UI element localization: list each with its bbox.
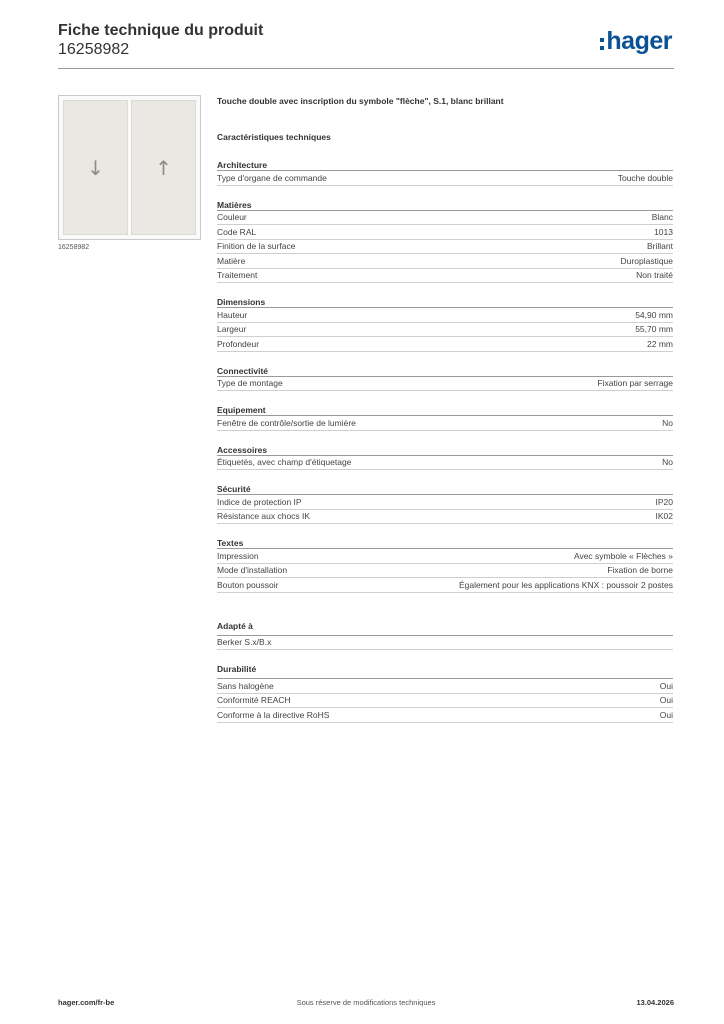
product-title: Touche double avec inscription du symbole "flèche", S.1, blanc brillant [217, 96, 504, 106]
spec-value: Non traité [636, 270, 673, 281]
spec-section [217, 296, 673, 352]
section-title: Adapté à [217, 620, 673, 636]
section-title: Connectivité [217, 365, 673, 377]
spec-label: Type d'organe de commande [217, 172, 327, 183]
hager-logo [600, 28, 672, 54]
spec-label: Mode d'installation [217, 565, 288, 576]
spec-label: Sans halogène [217, 680, 274, 691]
spec-label: Traitement [217, 270, 258, 281]
section-title: Matières [217, 199, 673, 211]
spec-row [217, 377, 673, 392]
spec-row [217, 323, 673, 338]
spec-row [217, 694, 673, 709]
product-image [58, 95, 201, 240]
spec-row [217, 578, 673, 593]
spec-value: Fixation par serrage [597, 378, 673, 389]
spec-value: No [662, 457, 673, 468]
rocker-left [63, 100, 128, 235]
spec-value: Avec symbole « Flèches » [573, 550, 673, 561]
spec-value: 22 mm [647, 338, 673, 349]
spec-row [217, 549, 673, 564]
arrow-up-icon: ↑ [155, 155, 172, 180]
page-header [58, 22, 674, 70]
product-number: 16258982 [58, 41, 130, 58]
spec-value: Également pour les applications KNX : poussoir 2 postes [458, 579, 673, 590]
logo-dots-icon [600, 38, 604, 50]
spec-row [217, 456, 673, 471]
spec-row [217, 308, 673, 323]
spec-row [217, 708, 673, 723]
arrow-down-icon: ↓ [87, 155, 104, 180]
spec-content [217, 96, 673, 723]
spec-label: Type de montage [217, 378, 283, 389]
spec-value: Blanc [651, 212, 673, 223]
header-divider [58, 68, 674, 69]
spec-label: Conformité REACH [217, 695, 291, 706]
spec-value: Oui [659, 695, 673, 706]
spec-label: Couleur [217, 212, 247, 223]
spec-row [217, 171, 673, 186]
spec-value: Fixation de borne [607, 565, 673, 576]
spec-row [217, 679, 673, 694]
spec-value: Oui [659, 709, 673, 720]
spec-row [217, 636, 673, 651]
spec-row [217, 510, 673, 525]
footer-date: 13.04.2026 [636, 998, 674, 1007]
spec-label: Indice de protection IP [217, 496, 302, 507]
spec-value: Oui [659, 680, 673, 691]
logo-text: hager [606, 27, 672, 55]
section-title: Dimensions [217, 296, 673, 308]
spec-row [217, 416, 673, 431]
spec-label: Étiquetés, avec champ d'étiquetage [217, 457, 352, 468]
spec-row [217, 495, 673, 510]
spec-value: IK02 [655, 511, 673, 522]
spec-label: Matière [217, 255, 246, 266]
spec-value: 55,70 mm [635, 324, 673, 335]
spec-value: Duroplastique [620, 255, 673, 266]
section-title: Durabilité [217, 663, 673, 679]
footer-notice: Sous réserve de modifications techniques [296, 998, 436, 1007]
spec-value: 54,90 mm [635, 309, 673, 320]
spec-value: No [662, 417, 673, 428]
spec-value: Brillant [647, 241, 673, 252]
spec-label: Bouton poussoir [217, 579, 279, 590]
spec-section [217, 444, 673, 471]
footer-website: hager.com/fr-be [58, 998, 115, 1007]
spec-section [217, 663, 673, 723]
spec-value: IP20 [655, 496, 673, 507]
spec-section [217, 199, 673, 284]
spec-section [217, 159, 673, 186]
spec-row [217, 337, 673, 352]
spec-section [217, 365, 673, 392]
document-title: Fiche technique du produit [58, 22, 264, 39]
section-title: Accessoires [217, 444, 673, 456]
spec-section [217, 537, 673, 593]
section-title: Architecture [217, 159, 673, 171]
page-footer [58, 998, 674, 1010]
spec-section [217, 483, 673, 524]
spec-row [217, 225, 673, 240]
section-title: Sécurité [217, 483, 673, 495]
spec-row [217, 211, 673, 226]
spec-label: Fenêtre de contrôle/sortie de lumière [217, 417, 356, 428]
rocker-right [131, 100, 196, 235]
spec-section [217, 620, 673, 651]
spec-value: 1013 [654, 226, 673, 237]
spec-label: Profondeur [217, 338, 260, 349]
spec-row [217, 269, 673, 284]
section-title: Textes [217, 537, 673, 549]
spec-value: Touche double [617, 172, 673, 183]
spec-label: Finition de la surface [217, 241, 296, 252]
spec-label: Hauteur [217, 309, 248, 320]
image-caption: 16258982 [58, 244, 90, 251]
spec-row [217, 564, 673, 579]
spec-row [217, 254, 673, 269]
spec-label: Code RAL [217, 226, 257, 237]
spec-row [217, 240, 673, 255]
spec-label: Résistance aux chocs IK [217, 511, 311, 522]
section-title: Equipement [217, 404, 673, 416]
spec-label: Impression [217, 550, 259, 561]
spec-section [217, 404, 673, 431]
spec-label: Largeur [217, 324, 247, 335]
spec-label: Conforme à la directive RoHS [217, 709, 330, 720]
spec-heading: Caractéristiques techniques [217, 132, 331, 142]
spec-label: Berker S.x/B.x [217, 637, 272, 648]
spec-sections [217, 159, 673, 723]
